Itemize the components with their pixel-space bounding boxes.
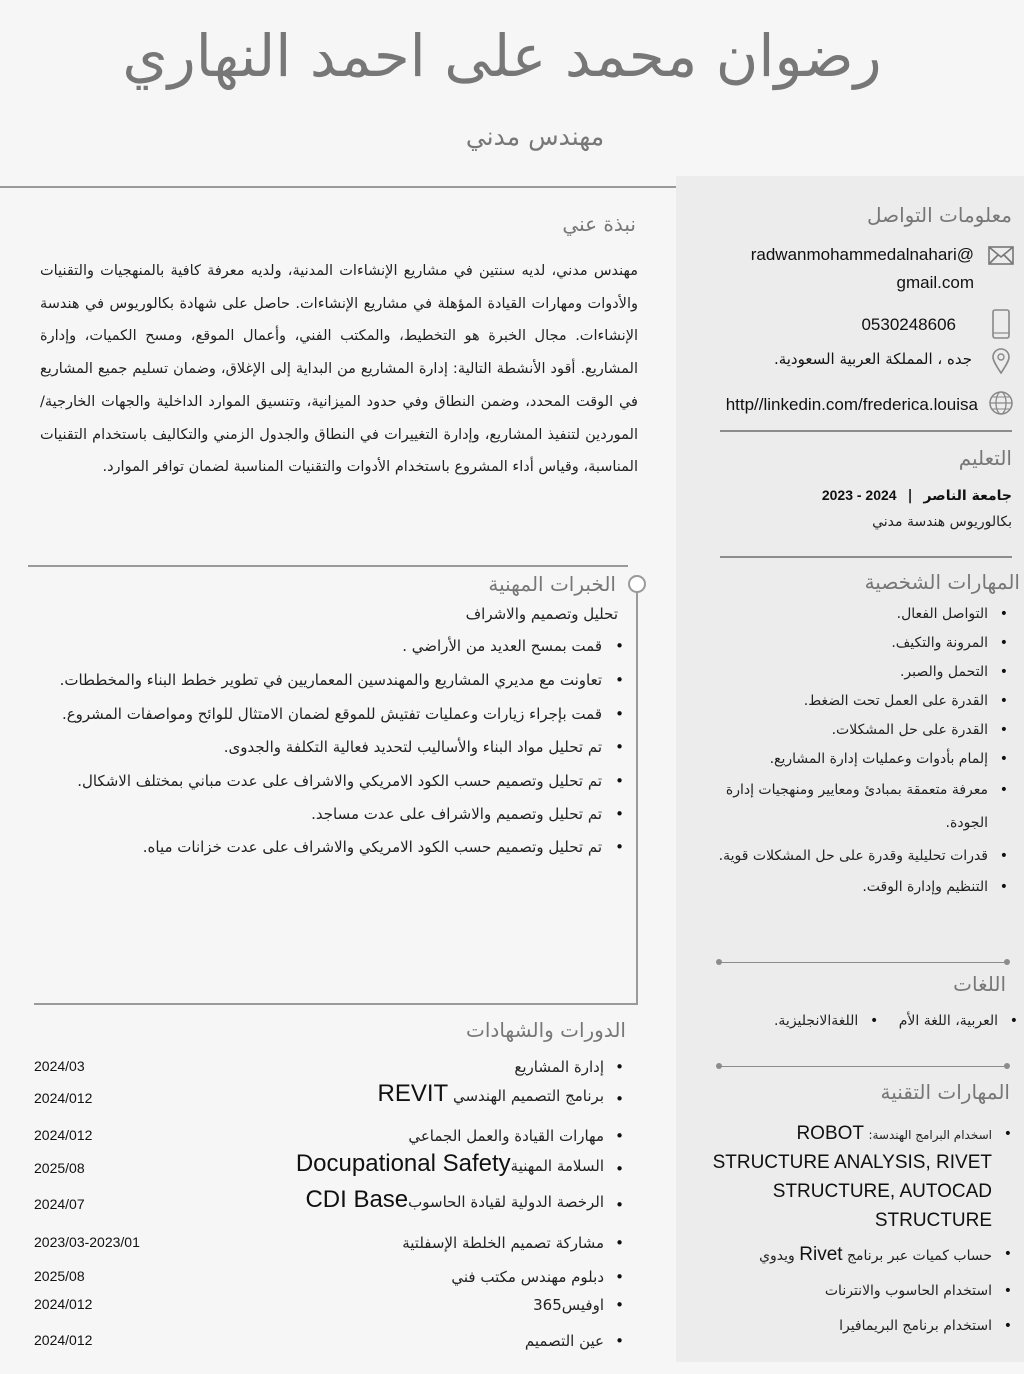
contact-heading: معلومات التواصل (866, 203, 1012, 227)
list-item: • التنظيم وإدارة الوقت. (690, 873, 1010, 902)
education-heading: التعليم (958, 446, 1012, 470)
course-english-title: CDI Base (305, 1186, 409, 1213)
degree: بكالوريوس هندسة مدني (872, 514, 1012, 530)
course-row (32, 1282, 630, 1316)
tech-skill-software: ROBOT STRUCTURE ANALYSIS, RIVET STRUCTURE, AUTOCAD STRUCTURE (712, 1123, 992, 1231)
phone-icon (988, 309, 1014, 335)
divider-dot (1004, 959, 1010, 965)
experience-list (40, 630, 630, 864)
experience-heading: الخبرات المهنية (488, 572, 616, 596)
course-name (514, 1058, 630, 1076)
soft-skills-heading: المهارات الشخصية (864, 570, 1020, 594)
sidebar-divider (720, 430, 1012, 432)
list-item: • تعاونت مع مديري المشاريع والمهندسين المعماريين في تطوير خطط البناء والمخططات. (40, 663, 630, 697)
course-date: 2024/07 (34, 1196, 85, 1212)
course-name (533, 1296, 630, 1314)
timeline-node (628, 575, 646, 593)
list-item: • استخدام برنامج البريمافيرا (704, 1312, 1014, 1341)
course-title: اوفيس365 (533, 1296, 604, 1314)
tech-skill-software: Rivet (799, 1244, 843, 1265)
sidebar-divider (720, 962, 1008, 963)
list-item: • تم تحليل وتصميم والاشراف على عدت مساجد. (40, 798, 630, 831)
job-title: مهندس مدني (465, 122, 605, 151)
list-item: • قمت بإجراء زيارات وعمليات تفتيش للموقع لضمان الامتثال للوائح ومواصفات المشروع. (40, 697, 630, 731)
course-name (402, 1234, 630, 1252)
university-name: جامعة الناصر (923, 488, 1012, 504)
list-item: • تم تحليل وتصميم حسب الكود الامريكي والاشراف على عدت خزانات مياه. (40, 831, 630, 864)
course-title: إدارة المشاريع (514, 1058, 604, 1076)
list-item (704, 1120, 1014, 1236)
list-item: • التحمل والصبر. (690, 658, 1010, 687)
linkedin-link[interactable]: http//linkedin.com/frederica.louisa (725, 395, 978, 414)
divider-dot (716, 959, 722, 965)
experience-subtitle: تحليل وتصميم والاشراف (465, 605, 618, 623)
education-years: 2023 - 2024 (821, 487, 897, 503)
course-row (32, 1182, 630, 1216)
course-name (305, 1186, 630, 1214)
experience-rule (28, 565, 628, 567)
course-row (32, 1220, 630, 1254)
location-text: جده ، المملكة العربية السعودية. (773, 350, 972, 368)
course-row (32, 1318, 630, 1352)
course-date: 2023/03-2023/01 (34, 1234, 140, 1250)
phone-number[interactable]: 0530248606 (861, 315, 956, 334)
location-pin-icon (988, 348, 1014, 374)
course-name (296, 1150, 630, 1178)
course-title: دبلوم مهندس مكتب فني (451, 1268, 604, 1286)
list-item: • المرونة والتكيف. (690, 629, 1010, 658)
course-title: عين التصميم (524, 1332, 604, 1350)
course-title: برنامج التصميم الهندسي (452, 1087, 604, 1105)
list-item: • إلمام بأدوات وعمليات إدارة المشاريع. (690, 745, 1010, 774)
course-name (408, 1127, 630, 1145)
course-date: 2024/03 (34, 1058, 85, 1074)
envelope-icon (988, 245, 1014, 271)
course-date: 2024/012 (34, 1127, 93, 1143)
sidebar-divider (720, 1066, 1008, 1067)
course-title: مشاركة تصميم الخلطة الإسفلتية (402, 1234, 604, 1252)
course-row (32, 1146, 630, 1180)
sidebar-divider (720, 556, 1012, 558)
divider-dot (1004, 1063, 1010, 1069)
course-title: السلامة المهنية (510, 1157, 604, 1175)
tech-skill-prefix: اسخدام البرامج الهندسة: (868, 1128, 992, 1142)
experience-bottom-rule (34, 1003, 638, 1005)
tech-skills-list (704, 1120, 1014, 1341)
list-item: • استخدام الحاسوب والانترنات (704, 1277, 1014, 1306)
tech-skills-heading: المهارات التقنية (880, 1080, 1010, 1104)
course-date: 2024/012 (34, 1090, 93, 1106)
soft-skills-list (690, 600, 1010, 902)
course-date: 2024/012 (34, 1332, 93, 1348)
list-item: • التواصل الفعال. (690, 600, 1010, 629)
candidate-name: رضوان محمد على احمد النهاري (122, 22, 882, 90)
email-line-2[interactable]: gmail.com (896, 273, 974, 292)
language-item: • اللغةالانجليزية. (774, 1008, 880, 1034)
list-item: • قمت بمسح العديد من الأراضي . (40, 630, 630, 663)
course-name (378, 1080, 631, 1108)
list-item (704, 1240, 1014, 1271)
course-english-title: Docupational Safety (295, 1150, 511, 1177)
course-name (525, 1332, 630, 1350)
list-item: • تم تحليل مواد البناء والأساليب لتحديد فعالية التكلفة والجدوى. (40, 731, 630, 764)
course-date: 2025/08 (34, 1160, 85, 1176)
languages-list (700, 1008, 1020, 1034)
courses-heading: الدورات والشهادات (466, 1018, 626, 1042)
timeline-line (636, 592, 638, 1004)
course-row (32, 1076, 630, 1110)
list-item: • القدرة على العمل تحت الضغط. (690, 687, 1010, 716)
list-item: • قدرات تحليلية وقدرة على حل المشكلات قوية. (690, 840, 1010, 873)
course-date: 2025/08 (34, 1268, 85, 1284)
list-item: • تم تحليل وتصميم حسب الكود الامريكي والاشراف على عدت مباني بمختلف الاشكال. (40, 764, 630, 798)
education-line (682, 487, 1012, 504)
education-separator: | (907, 488, 913, 504)
course-software: REVIT (377, 1080, 449, 1107)
course-row (32, 1113, 630, 1147)
list-item: • معرفة متعمقة بمبادئ ومعايير ومنهجيات إدارة الجودة. (690, 774, 1010, 840)
course-date: 2024/012 (34, 1296, 93, 1312)
about-text: مهندس مدني، لديه سنتين في مشاريع الإنشاءات المدنية، ولديه معرفة كافية بالمنهجيات والتقنيات والأدوات ومهارات القيادة المؤهلة في مشاريع الإنشاءات. حاصل على شهادة بكالوريوس في هندسة الإنشاءات. مجال الخبرة هو التخطيط، والمكتب الفني، وأعمال الموقع، ومسح الكميات، وإدارة المشاريع. أقود الأنشطة التالية: إدارة المشاريع من البداية إلى الإغلاق، وضمان تسليم جميع المشاريع في الوقت المحدد، وضمن النطاق وفي حدود الميزانية، وتنسيق الموارد الداخلية والجهات الخارجية/الموردين لتنفيذ المشاريع، وإدارة التغييرات في النطاق والجدول الزمني والتكاليف باستخدام التقنيات المناسبة، وقياس أداء المشروع باستخدام الأدوات والتقنيات المناسبة لضمان توافر الموارد. (40, 263, 638, 476)
globe-icon (988, 390, 1014, 416)
tech-skill-text: حساب كميات عبر برنامج (847, 1248, 992, 1264)
divider-dot (716, 1063, 722, 1069)
languages-heading: اللغات (953, 972, 1006, 996)
course-title: الرخصة الدولية لقيادة الحاسوب (408, 1193, 604, 1211)
language-item: • العربية، اللغة الأم (899, 1008, 1020, 1034)
email-line-1[interactable]: radwanmohammedalnahari@ (750, 245, 974, 264)
about-heading: نبذة عني (562, 212, 636, 236)
course-row (32, 1044, 630, 1078)
list-item: • القدرة على حل المشكلات. (690, 716, 1010, 745)
course-title: مهارات القيادة والعمل الجماعي (408, 1127, 604, 1145)
tech-skill-text: ويدوي (759, 1248, 795, 1264)
